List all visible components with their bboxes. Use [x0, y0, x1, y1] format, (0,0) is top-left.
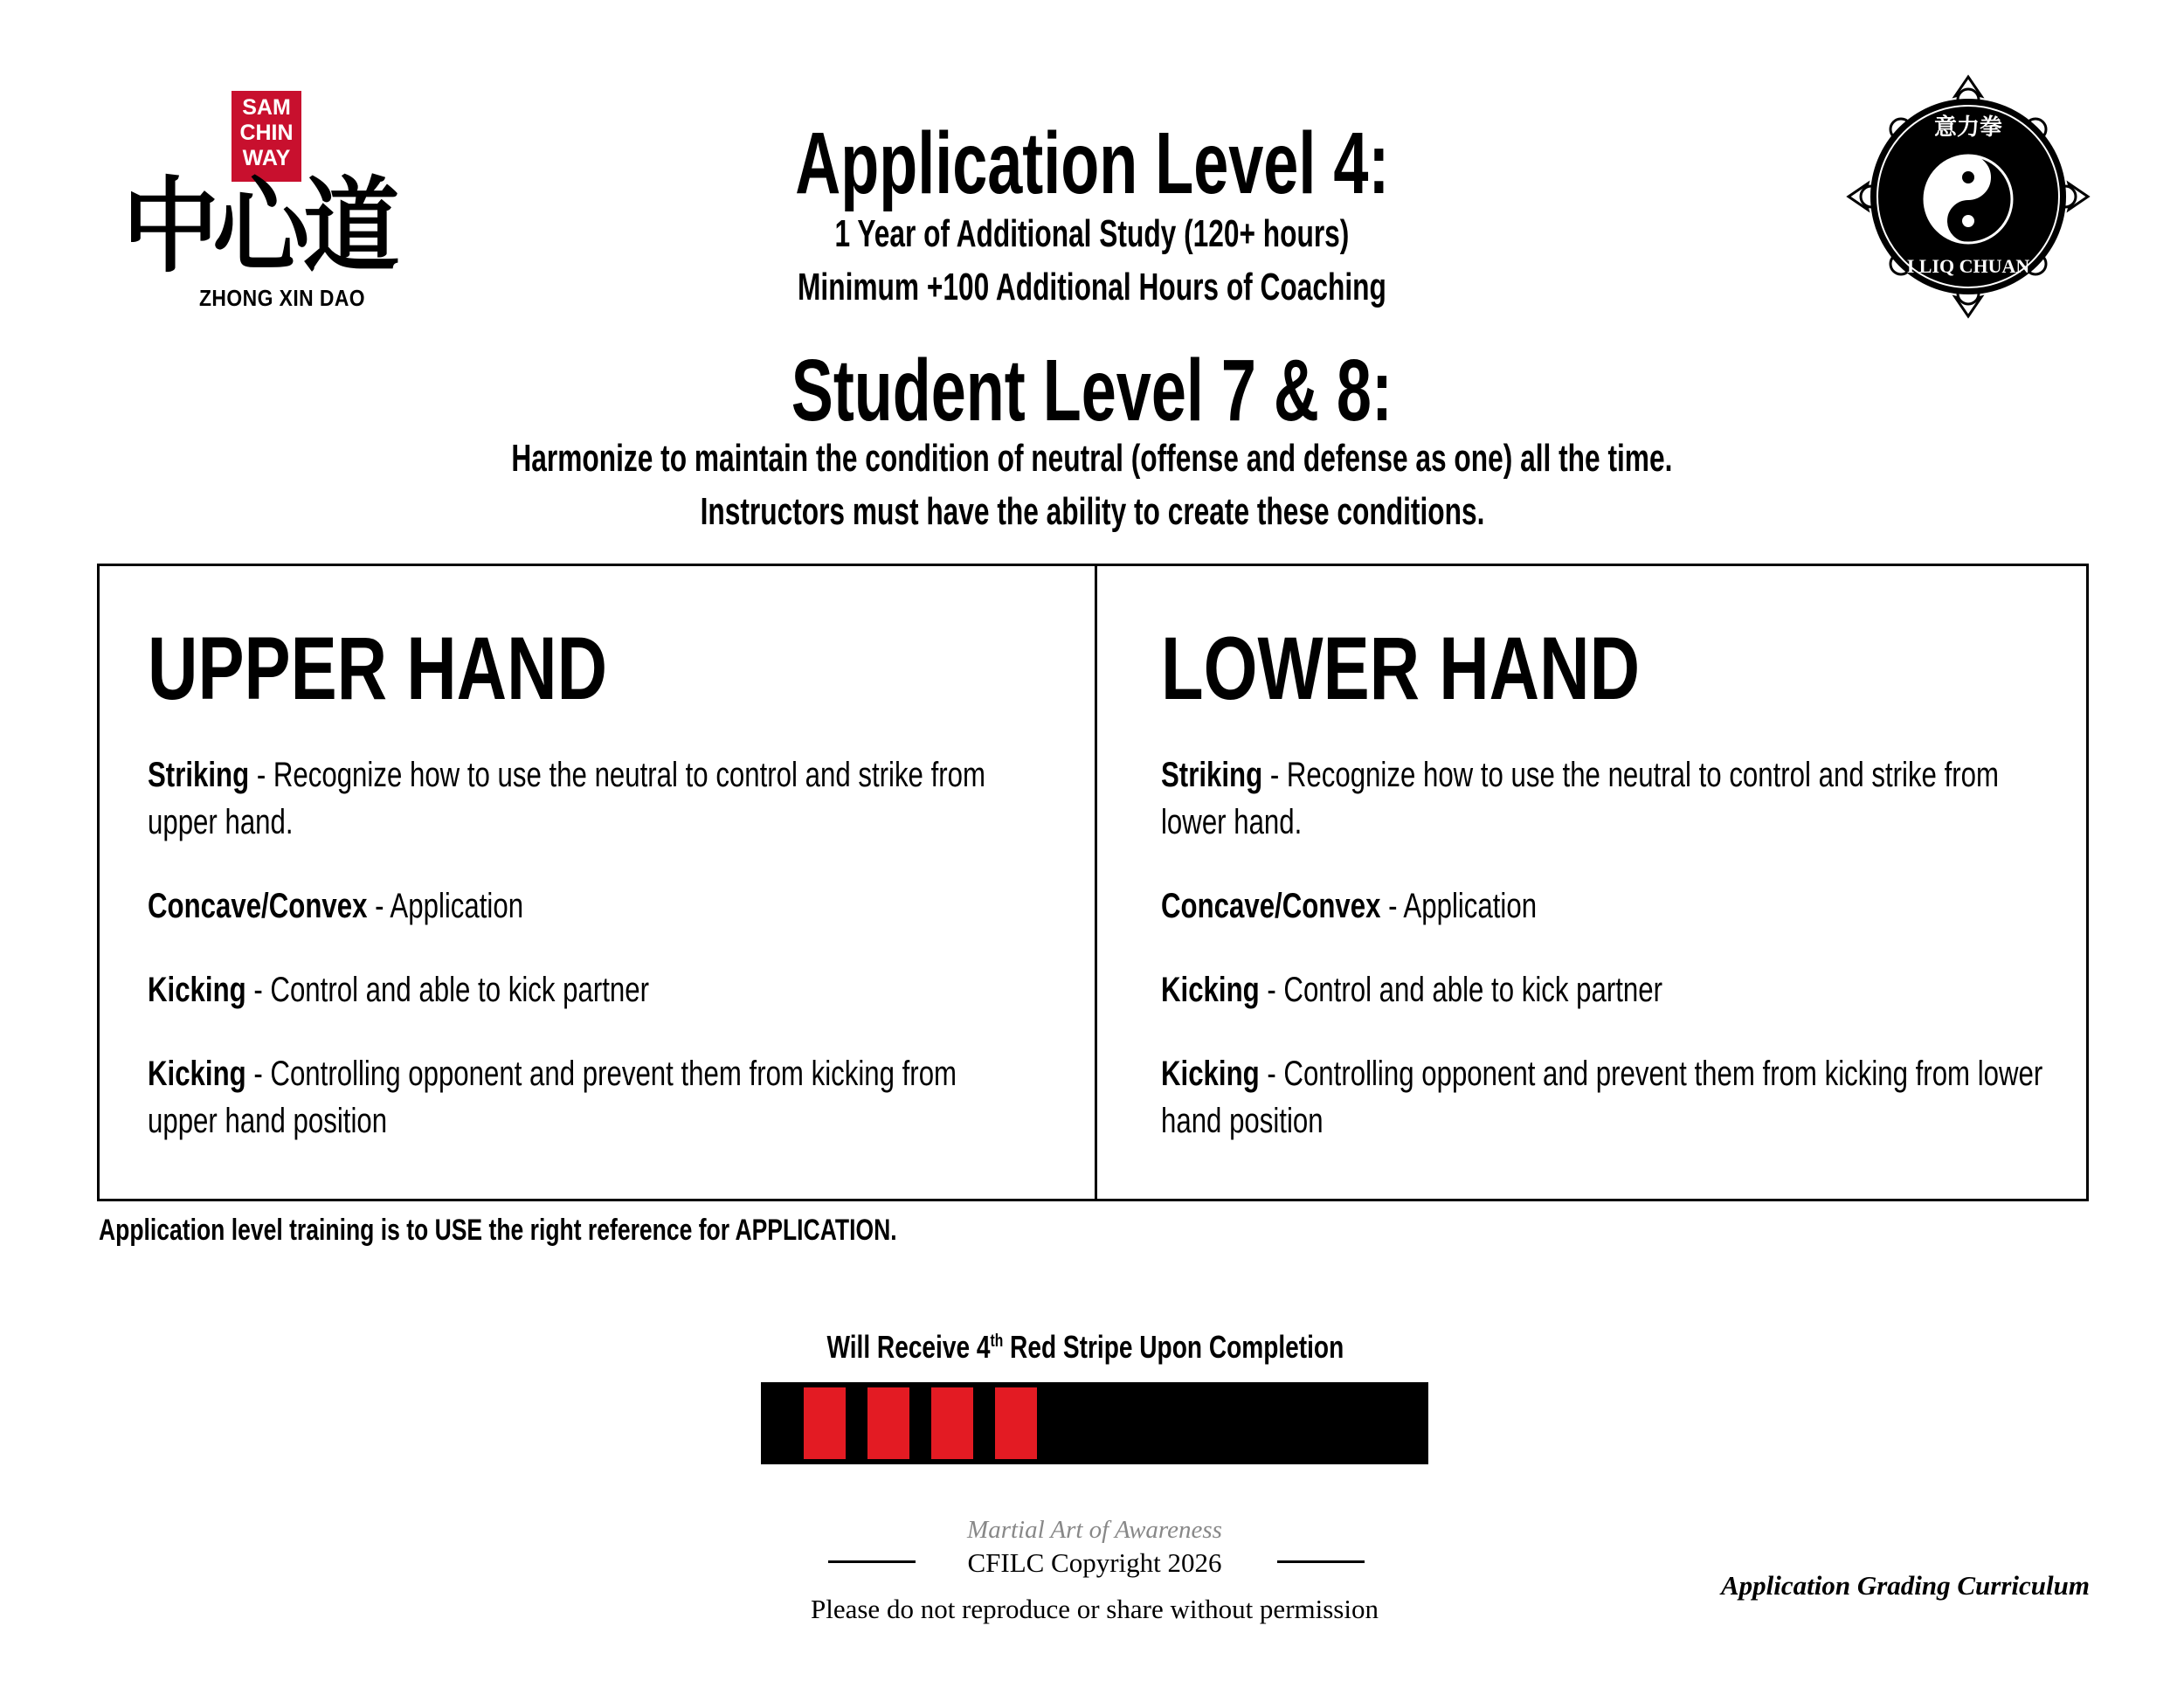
red-stripe [867, 1387, 909, 1459]
list-item: Kicking - Controlling opponent and prevent them from kicking from lower hand position [1161, 1055, 2043, 1140]
column-heading: UPPER HAND [148, 619, 608, 718]
level-description-line: Instructors must have the ability to create these conditions. [700, 490, 1484, 533]
lower-hand-column [1161, 566, 2122, 1199]
belt-graphic [761, 1382, 1428, 1464]
curriculum-table [97, 564, 2089, 1201]
footer-permission: Please do not reproduce or share without permission [811, 1594, 1379, 1624]
footer-copyright: CFILC Copyright 2026 [967, 1547, 1222, 1578]
footer-tagline: Martial Art of Awareness [967, 1516, 1222, 1544]
red-stripe [931, 1387, 973, 1459]
sam-chin-way-badge: SAM CHIN WAY [232, 91, 301, 182]
list-item: Kicking - Control and able to kick partner [148, 971, 649, 1009]
level-description-line: Harmonize to maintain the condition of neutral (offense and defense as one) all the time. [511, 437, 1673, 480]
list-item: Striking - Recognize how to use the neutral to control and strike from lower hand. [1161, 756, 1999, 841]
study-duration: 1 Year of Additional Study (120+ hours) [834, 212, 1350, 255]
list-item: Striking - Recognize how to use the neutral to control and strike from upper hand. [148, 756, 985, 841]
stripe-caption: Will Receive 4th Red Stripe Upon Completion [826, 1329, 1344, 1365]
page-title: Application Level 4: [794, 114, 1390, 212]
zhong-xin-dao-calligraphy: 中心道 [122, 165, 394, 287]
red-stripe [995, 1387, 1037, 1459]
zhong-xin-dao-name: ZHONG XIN DAO [199, 285, 366, 311]
list-item: Concave/Convex - Application [148, 887, 524, 925]
list-item: Kicking - Control and able to kick partner [1161, 971, 1662, 1009]
list-item: Concave/Convex - Application [1161, 887, 1538, 925]
list-item: Kicking - Controlling opponent and prevent them from kicking from upper hand position [148, 1055, 957, 1140]
upper-hand-column [148, 566, 1109, 1199]
svg-text:I LIQ CHUAN: I LIQ CHUAN [1906, 255, 2030, 277]
student-level-title: Student Level 7 & 8: [791, 342, 1393, 439]
red-stripe [804, 1387, 846, 1459]
application-note: Application level training is to USE the right reference for APPLICATION. [99, 1214, 897, 1247]
coaching-hours: Minimum +100 Additional Hours of Coaching [798, 266, 1386, 308]
svg-text:意力拳: 意力拳 [1933, 114, 2003, 141]
document-name: Application Grading Curriculum [1720, 1570, 2090, 1601]
column-heading: LOWER HAND [1161, 619, 1641, 718]
